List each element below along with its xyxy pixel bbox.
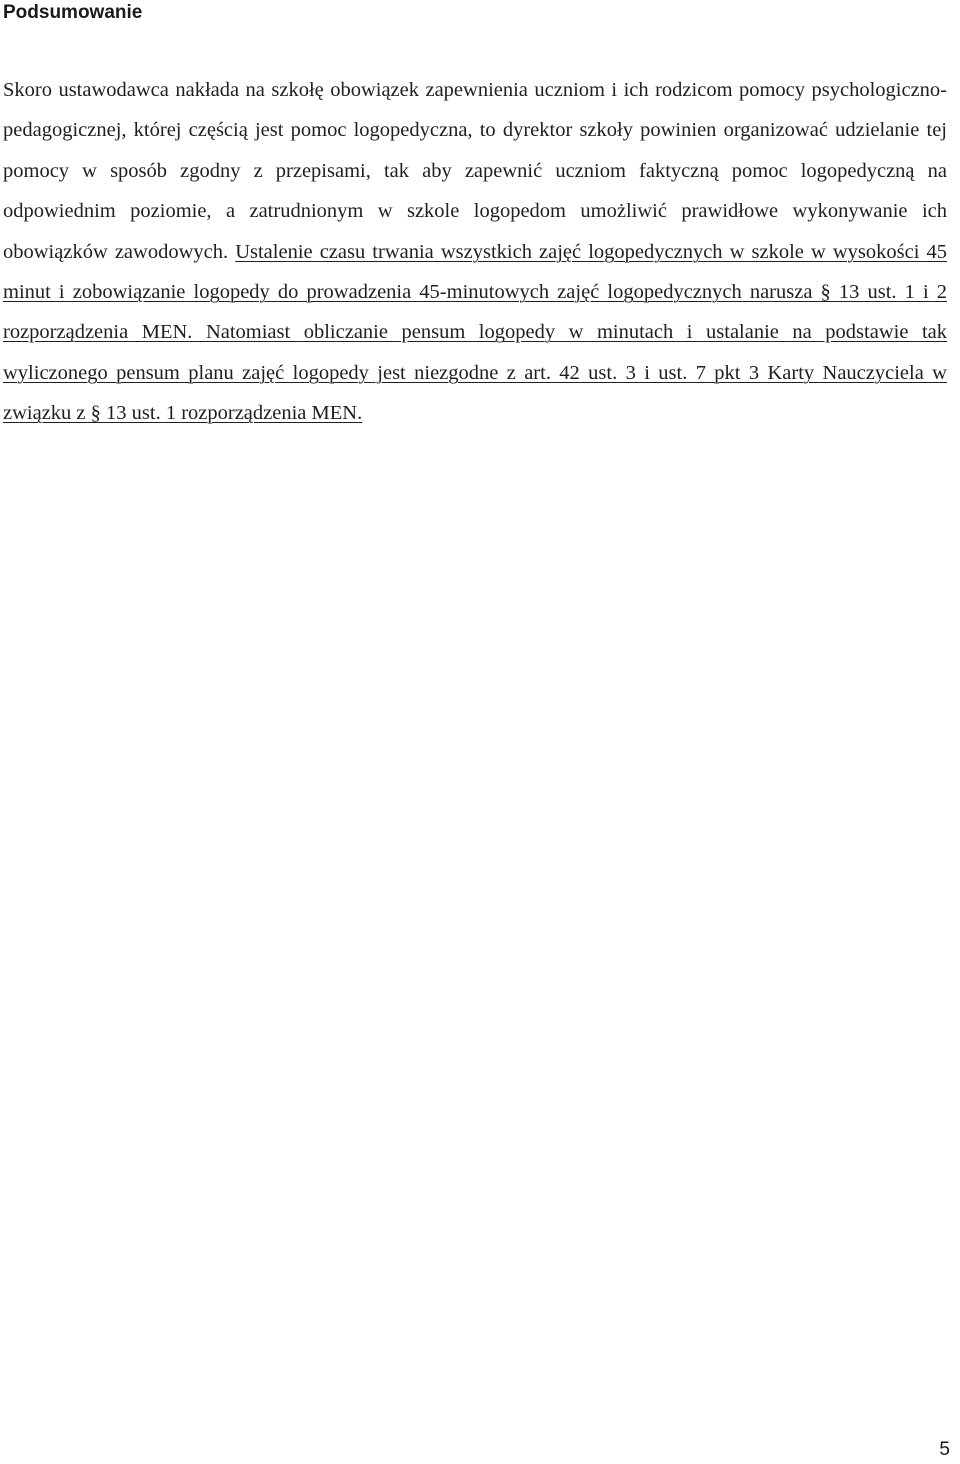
summary-paragraph (3, 70, 947, 434)
section-heading: Podsumowanie (3, 2, 143, 23)
paragraph-plain-text: Skoro ustawodawca nakłada na szkołę obowiązek zapewnienia uczniom i ich rodzicom pomocy psychologiczno-pedagogicznej, której częścią jest pomoc logopedyczna, to dyrektor szkoły powinien organizować udzielanie tej pomocy w sposób zgodny z przepisami, tak aby zapewnić uczniom faktyczną pomoc logopedyczną na odpowiednim poziomie, a zatrudnionym w szkole logopedom umożliwić prawidłowe wykonywanie ich obowiązków zawodowych. (3, 79, 947, 263)
page-number: 5 (939, 1439, 950, 1460)
paragraph-underlined-text: Ustalenie czasu trwania wszystkich zajęć logopedycznych w szkole w wysokości 45 minut i zobowiązanie logopedy do prowadzenia 45-minutowych zajęć logopedycznych narusza § 13 ust. 1 i 2 rozporządzenia MEN. Natomiast obliczanie pensum logopedy w minutach i ustalanie na podstawie tak wyliczonego pensum planu zajęć logopedy jest niezgodne z art. 42 ust. 3 i ust. 7 pkt 3 Karty Nauczyciela w związku z § 13 ust. 1 rozporządzenia MEN. (3, 240, 947, 425)
